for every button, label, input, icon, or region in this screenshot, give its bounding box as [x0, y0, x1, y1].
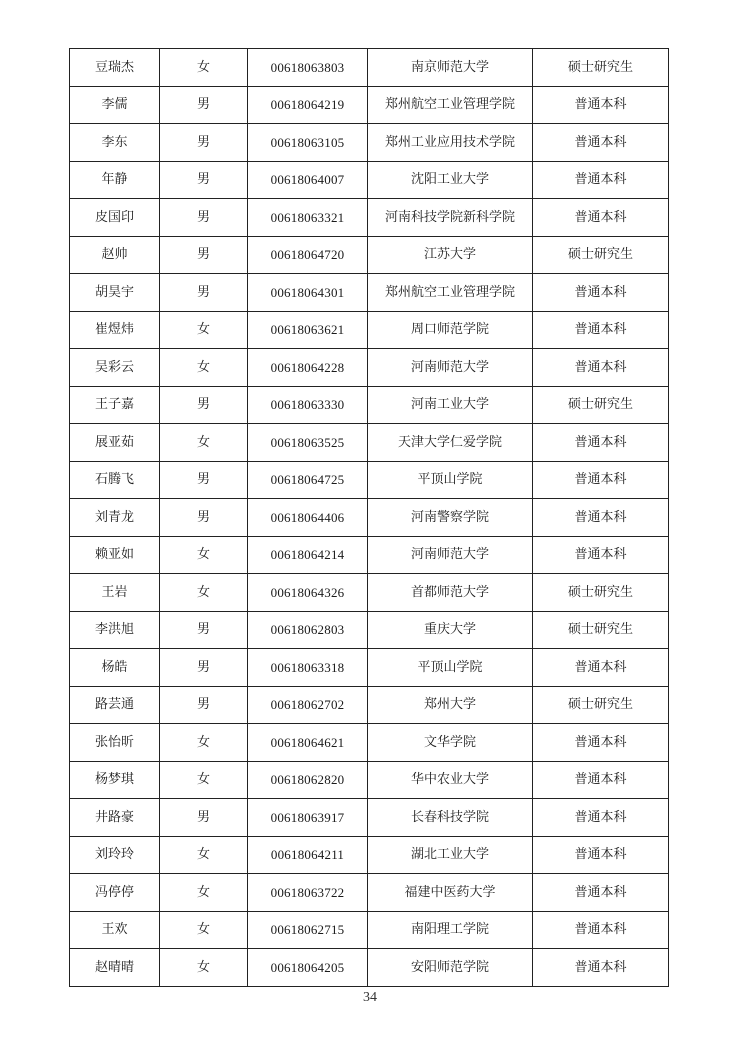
id-number-cell: 00618064406: [248, 499, 368, 537]
gender-cell: 女: [160, 574, 248, 612]
school-cell: 郑州航空工业管理学院: [368, 86, 533, 124]
id-number-cell: 00618062820: [248, 761, 368, 799]
name-cell: 李东: [70, 124, 160, 162]
gender-cell: 女: [160, 311, 248, 349]
school-cell: 文华学院: [368, 724, 533, 762]
degree-cell: 普通本科: [533, 649, 669, 687]
gender-cell: 女: [160, 349, 248, 387]
table-row: [70, 461, 669, 499]
degree-cell: 普通本科: [533, 274, 669, 312]
name-cell: 王岩: [70, 574, 160, 612]
name-cell: 赵帅: [70, 236, 160, 274]
id-number-cell: 00618063330: [248, 386, 368, 424]
table-row: [70, 686, 669, 724]
name-cell: 石腾飞: [70, 461, 160, 499]
id-number-cell: 00618064219: [248, 86, 368, 124]
name-cell: 王欢: [70, 911, 160, 949]
school-cell: 郑州大学: [368, 686, 533, 724]
gender-cell: 女: [160, 49, 248, 87]
gender-cell: 女: [160, 911, 248, 949]
name-cell: 张怡昕: [70, 724, 160, 762]
degree-cell: 硕士研究生: [533, 236, 669, 274]
id-number-cell: 00618063525: [248, 424, 368, 462]
name-cell: 杨梦琪: [70, 761, 160, 799]
degree-cell: 硕士研究生: [533, 686, 669, 724]
gender-cell: 男: [160, 236, 248, 274]
id-number-cell: 00618064228: [248, 349, 368, 387]
school-cell: 南阳理工学院: [368, 911, 533, 949]
degree-cell: 普通本科: [533, 911, 669, 949]
name-cell: 刘玲玲: [70, 836, 160, 874]
name-cell: 赖亚如: [70, 536, 160, 574]
id-number-cell: 00618063917: [248, 799, 368, 837]
name-cell: 李儒: [70, 86, 160, 124]
table-row: [70, 424, 669, 462]
table-row: [70, 124, 669, 162]
table-row: [70, 386, 669, 424]
gender-cell: 男: [160, 799, 248, 837]
table-row: [70, 236, 669, 274]
gender-cell: 女: [160, 836, 248, 874]
school-cell: 平顶山学院: [368, 461, 533, 499]
table-row: [70, 649, 669, 687]
degree-cell: 普通本科: [533, 86, 669, 124]
page-number: 34: [363, 990, 377, 1005]
school-cell: 河南警察学院: [368, 499, 533, 537]
degree-cell: 普通本科: [533, 199, 669, 237]
school-cell: 南京师范大学: [368, 49, 533, 87]
name-cell: 杨皓: [70, 649, 160, 687]
table-row: [70, 536, 669, 574]
gender-cell: 男: [160, 124, 248, 162]
school-cell: 周口师范学院: [368, 311, 533, 349]
school-cell: 河南工业大学: [368, 386, 533, 424]
id-number-cell: 00618063318: [248, 649, 368, 687]
school-cell: 河南科技学院新科学院: [368, 199, 533, 237]
id-number-cell: 00618062803: [248, 611, 368, 649]
name-cell: 胡昊宇: [70, 274, 160, 312]
id-number-cell: 00618064326: [248, 574, 368, 612]
gender-cell: 女: [160, 949, 248, 987]
id-number-cell: 00618063722: [248, 874, 368, 912]
roster-table-body: [70, 49, 669, 987]
school-cell: 天津大学仁爱学院: [368, 424, 533, 462]
school-cell: 沈阳工业大学: [368, 161, 533, 199]
school-cell: 福建中医药大学: [368, 874, 533, 912]
name-cell: 路芸通: [70, 686, 160, 724]
id-number-cell: 00618064214: [248, 536, 368, 574]
degree-cell: 普通本科: [533, 124, 669, 162]
school-cell: 江苏大学: [368, 236, 533, 274]
gender-cell: 男: [160, 199, 248, 237]
gender-cell: 女: [160, 761, 248, 799]
school-cell: 郑州工业应用技术学院: [368, 124, 533, 162]
degree-cell: 硕士研究生: [533, 49, 669, 87]
gender-cell: 男: [160, 86, 248, 124]
degree-cell: 普通本科: [533, 949, 669, 987]
school-cell: 安阳师范学院: [368, 949, 533, 987]
table-row: [70, 574, 669, 612]
name-cell: 刘青龙: [70, 499, 160, 537]
table-row: [70, 949, 669, 987]
gender-cell: 男: [160, 386, 248, 424]
gender-cell: 女: [160, 536, 248, 574]
table-row: [70, 836, 669, 874]
school-cell: 长春科技学院: [368, 799, 533, 837]
degree-cell: 普通本科: [533, 424, 669, 462]
degree-cell: 硕士研究生: [533, 574, 669, 612]
degree-cell: 普通本科: [533, 761, 669, 799]
name-cell: 李洪旭: [70, 611, 160, 649]
table-row: [70, 49, 669, 87]
table-row: [70, 311, 669, 349]
id-number-cell: 00618063105: [248, 124, 368, 162]
gender-cell: 男: [160, 461, 248, 499]
school-cell: 重庆大学: [368, 611, 533, 649]
name-cell: 展亚茹: [70, 424, 160, 462]
id-number-cell: 00618064301: [248, 274, 368, 312]
school-cell: 郑州航空工业管理学院: [368, 274, 533, 312]
name-cell: 赵晴晴: [70, 949, 160, 987]
table-row: [70, 499, 669, 537]
gender-cell: 男: [160, 611, 248, 649]
degree-cell: 普通本科: [533, 536, 669, 574]
name-cell: 冯停停: [70, 874, 160, 912]
name-cell: 王子嘉: [70, 386, 160, 424]
id-number-cell: 00618064211: [248, 836, 368, 874]
table-row: [70, 199, 669, 237]
name-cell: 皮国印: [70, 199, 160, 237]
degree-cell: 硕士研究生: [533, 611, 669, 649]
id-number-cell: 00618063621: [248, 311, 368, 349]
school-cell: 河南师范大学: [368, 349, 533, 387]
degree-cell: 普通本科: [533, 311, 669, 349]
name-cell: 吴彩云: [70, 349, 160, 387]
degree-cell: 普通本科: [533, 499, 669, 537]
id-number-cell: 00618063321: [248, 199, 368, 237]
gender-cell: 男: [160, 499, 248, 537]
gender-cell: 女: [160, 424, 248, 462]
id-number-cell: 00618063803: [248, 49, 368, 87]
id-number-cell: 00618062715: [248, 911, 368, 949]
name-cell: 井路豪: [70, 799, 160, 837]
table-row: [70, 874, 669, 912]
table-row: [70, 86, 669, 124]
table-row: [70, 161, 669, 199]
id-number-cell: 00618064621: [248, 724, 368, 762]
school-cell: 华中农业大学: [368, 761, 533, 799]
gender-cell: 男: [160, 649, 248, 687]
id-number-cell: 00618064205: [248, 949, 368, 987]
degree-cell: 普通本科: [533, 161, 669, 199]
degree-cell: 普通本科: [533, 799, 669, 837]
gender-cell: 女: [160, 724, 248, 762]
school-cell: 湖北工业大学: [368, 836, 533, 874]
id-number-cell: 00618064725: [248, 461, 368, 499]
degree-cell: 普通本科: [533, 724, 669, 762]
id-number-cell: 00618064007: [248, 161, 368, 199]
degree-cell: 普通本科: [533, 874, 669, 912]
table-row: [70, 611, 669, 649]
name-cell: 豆瑞杰: [70, 49, 160, 87]
table-row: [70, 724, 669, 762]
gender-cell: 男: [160, 686, 248, 724]
gender-cell: 女: [160, 874, 248, 912]
table-row: [70, 349, 669, 387]
id-number-cell: 00618064720: [248, 236, 368, 274]
gender-cell: 男: [160, 274, 248, 312]
table-row: [70, 799, 669, 837]
name-cell: 年静: [70, 161, 160, 199]
table-row: [70, 911, 669, 949]
degree-cell: 普通本科: [533, 836, 669, 874]
school-cell: 河南师范大学: [368, 536, 533, 574]
name-cell: 崔煜炜: [70, 311, 160, 349]
school-cell: 首都师范大学: [368, 574, 533, 612]
school-cell: 平顶山学院: [368, 649, 533, 687]
degree-cell: 硕士研究生: [533, 386, 669, 424]
roster-table: [69, 48, 669, 987]
table-row: [70, 274, 669, 312]
degree-cell: 普通本科: [533, 461, 669, 499]
gender-cell: 男: [160, 161, 248, 199]
id-number-cell: 00618062702: [248, 686, 368, 724]
table-row: [70, 761, 669, 799]
degree-cell: 普通本科: [533, 349, 669, 387]
